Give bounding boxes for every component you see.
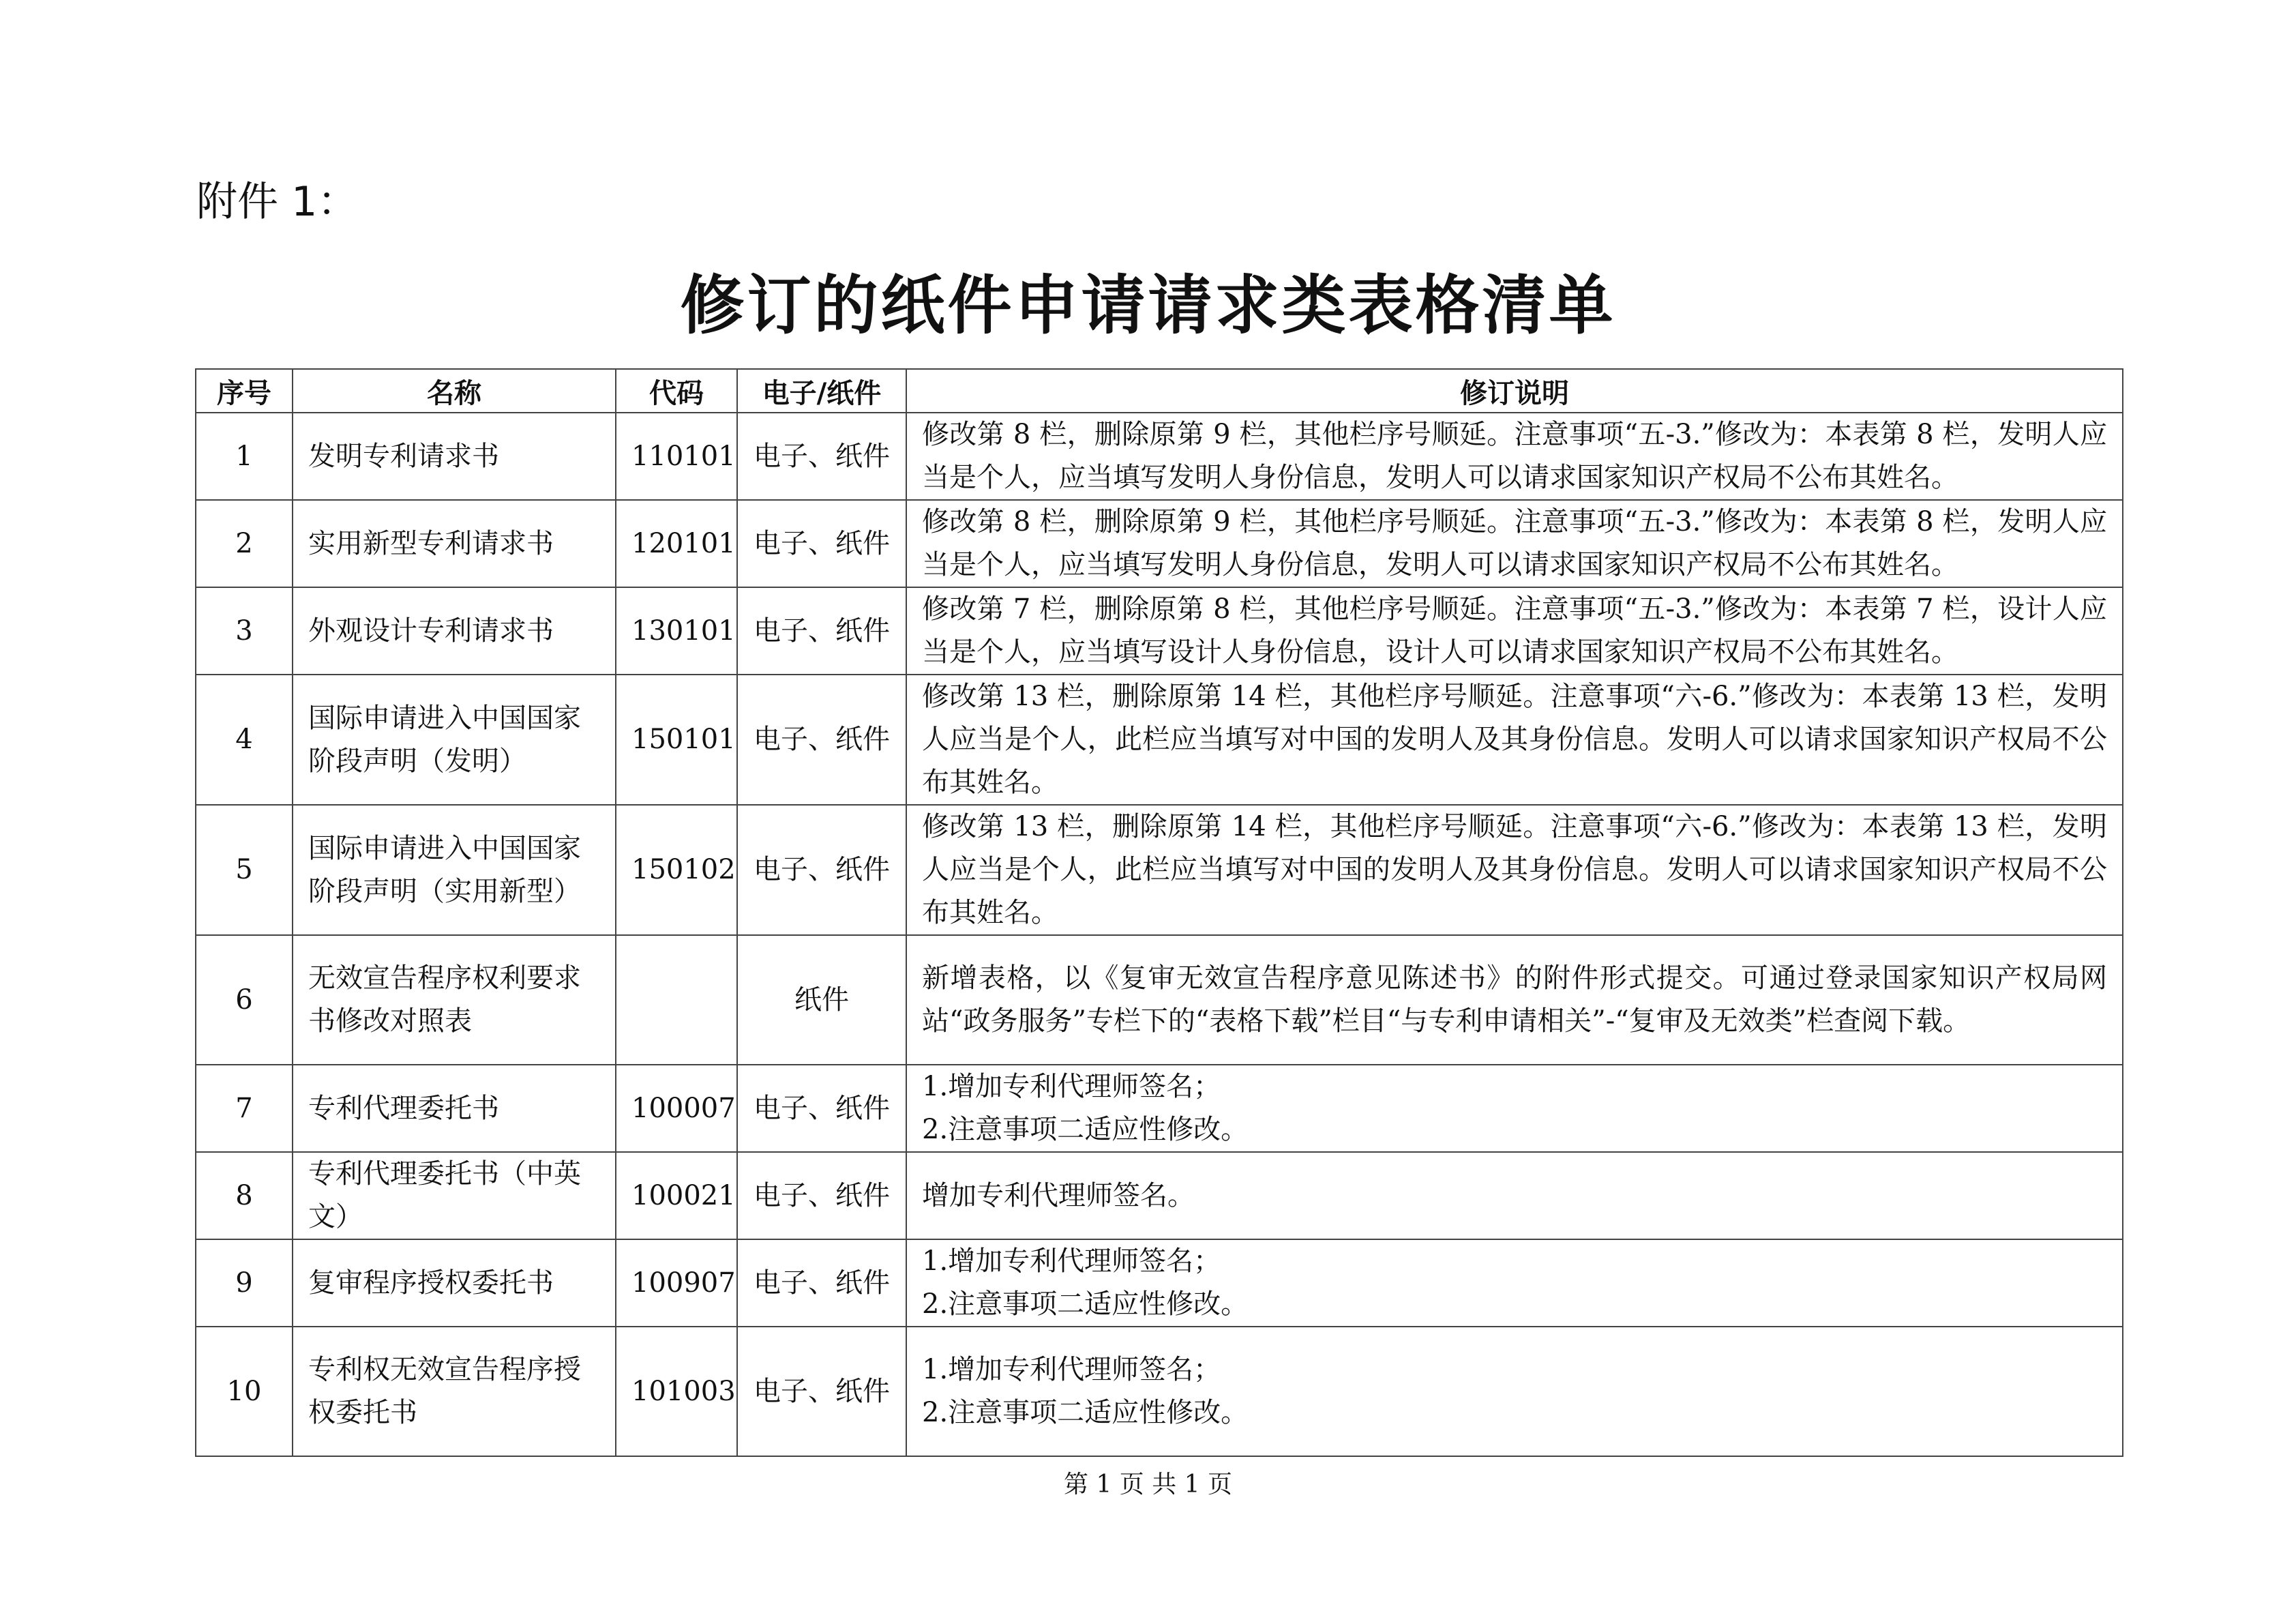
revision-note-line: 修改第 13 栏，删除原第 14 栏，其他栏序号顺延。注意事项“六-6.”修改为：本表第 13 栏，发明人应当是个人，此栏应当填写对中国的发明人及其身份信息。发明人可以请求国家知识产权局不公布其姓名。 (922, 681, 2107, 798)
form-code: 130101 (616, 587, 737, 675)
page-footer: 第 1 页 共 1 页 (1063, 1471, 1233, 1498)
row-number: 9 (196, 1239, 293, 1327)
form-code: 120101 (616, 500, 737, 587)
revision-note (906, 805, 2123, 935)
table-row (196, 587, 2123, 675)
form-type: 电子、纸件 (737, 587, 906, 675)
table-row (196, 935, 2123, 1065)
form-type: 纸件 (737, 935, 906, 1065)
revision-note (906, 935, 2123, 1065)
form-type: 电子、纸件 (737, 413, 906, 500)
form-type: 电子、纸件 (737, 1065, 906, 1152)
form-name: 专利权无效宣告程序授权委托书 (293, 1327, 616, 1456)
revision-note-line: 修改第 8 栏，删除原第 9 栏，其他栏序号顺延。注意事项“五-3.”修改为：本表第 8 栏，发明人应当是个人，应当填写发明人身份信息，发明人可以请求国家知识产权局不公布其姓名。 (922, 506, 2107, 580)
column-header-no: 序号 (196, 369, 293, 413)
revision-note-line: 修改第 13 栏，删除原第 14 栏，其他栏序号顺延。注意事项“六-6.”修改为：本表第 13 栏，发明人应当是个人，此栏应当填写对中国的发明人及其身份信息。发明人可以请求国家知识产权局不公布其姓名。 (922, 811, 2107, 928)
form-type: 电子、纸件 (737, 1239, 906, 1327)
revision-note (906, 675, 2123, 805)
form-code: 100907 (616, 1239, 737, 1327)
form-code (616, 935, 737, 1065)
revision-note-line: 1.增加专利代理师签名； (922, 1071, 1221, 1102)
attachment-label: 附件 1： (196, 178, 359, 226)
row-number: 7 (196, 1065, 293, 1152)
form-name: 实用新型专利请求书 (293, 500, 616, 587)
form-code: 110101 (616, 413, 737, 500)
revision-note (906, 1327, 2123, 1456)
column-header-type: 电子/纸件 (737, 369, 906, 413)
table-row (196, 1152, 2123, 1239)
form-code: 150101 (616, 675, 737, 805)
revision-note (906, 1239, 2123, 1327)
form-name: 国际申请进入中国国家阶段声明（发明） (293, 675, 616, 805)
table-row (196, 1065, 2123, 1152)
revision-note-line: 增加专利代理师签名。 (922, 1179, 1195, 1211)
revision-note (906, 587, 2123, 675)
form-name: 专利代理委托书（中英文） (293, 1152, 616, 1239)
column-header-name: 名称 (293, 369, 616, 413)
revision-note-line: 新增表格，以《复审无效宣告程序意见陈述书》的附件形式提交。可通过登录国家知识产权局网站“政务服务”专栏下的“表格下载”栏目“与专利申请相关”-“复审及无效类”栏查阅下载。 (922, 962, 2107, 1037)
table-row (196, 500, 2123, 587)
table-row (196, 675, 2123, 805)
form-name: 外观设计专利请求书 (293, 587, 616, 675)
revision-note-line: 2.注意事项二适应性修改。 (922, 1397, 1249, 1428)
column-header-code: 代码 (616, 369, 737, 413)
form-name: 专利代理委托书 (293, 1065, 616, 1152)
row-number: 4 (196, 675, 293, 805)
revision-note (906, 1065, 2123, 1152)
row-number: 8 (196, 1152, 293, 1239)
table-row (196, 413, 2123, 500)
revision-note-line: 1.增加专利代理师签名； (922, 1354, 1221, 1385)
revision-note (906, 1152, 2123, 1239)
revision-note-line: 2.注意事项二适应性修改。 (922, 1288, 1249, 1320)
revision-note-line: 1.增加专利代理师签名； (922, 1245, 1221, 1277)
page-title: 修订的纸件申请请求类表格清单 (680, 269, 1616, 343)
form-code: 100021 (616, 1152, 737, 1239)
form-code: 100007 (616, 1065, 737, 1152)
form-code: 150102 (616, 805, 737, 935)
form-type: 电子、纸件 (737, 1152, 906, 1239)
revision-note-line: 修改第 7 栏，删除原第 8 栏，其他栏序号顺延。注意事项“五-3.”修改为：本表第 7 栏，设计人应当是个人，应当填写设计人身份信息，设计人可以请求国家知识产权局不公布其姓名。 (922, 593, 2107, 668)
form-name: 无效宣告程序权利要求书修改对照表 (293, 935, 616, 1065)
row-number: 10 (196, 1327, 293, 1456)
revision-note-line: 修改第 8 栏，删除原第 9 栏，其他栏序号顺延。注意事项“五-3.”修改为：本表第 8 栏，发明人应当是个人，应当填写发明人身份信息，发明人可以请求国家知识产权局不公布其姓名。 (922, 419, 2107, 493)
row-number: 1 (196, 413, 293, 500)
table-row (196, 805, 2123, 935)
revision-note (906, 413, 2123, 500)
column-header-note: 修订说明 (906, 369, 2123, 413)
revision-note-line: 2.注意事项二适应性修改。 (922, 1114, 1249, 1145)
form-name: 复审程序授权委托书 (293, 1239, 616, 1327)
form-type: 电子、纸件 (737, 675, 906, 805)
row-number: 3 (196, 587, 293, 675)
form-name: 发明专利请求书 (293, 413, 616, 500)
row-number: 5 (196, 805, 293, 935)
form-code: 101003 (616, 1327, 737, 1456)
table-row (196, 1327, 2123, 1456)
form-type: 电子、纸件 (737, 1327, 906, 1456)
table-row (196, 1239, 2123, 1327)
row-number: 6 (196, 935, 293, 1065)
form-type: 电子、纸件 (737, 500, 906, 587)
row-number: 2 (196, 500, 293, 587)
forms-table (195, 368, 2123, 1457)
form-name: 国际申请进入中国国家阶段声明（实用新型） (293, 805, 616, 935)
revision-note (906, 500, 2123, 587)
form-type: 电子、纸件 (737, 805, 906, 935)
table-header-row (196, 369, 2123, 413)
